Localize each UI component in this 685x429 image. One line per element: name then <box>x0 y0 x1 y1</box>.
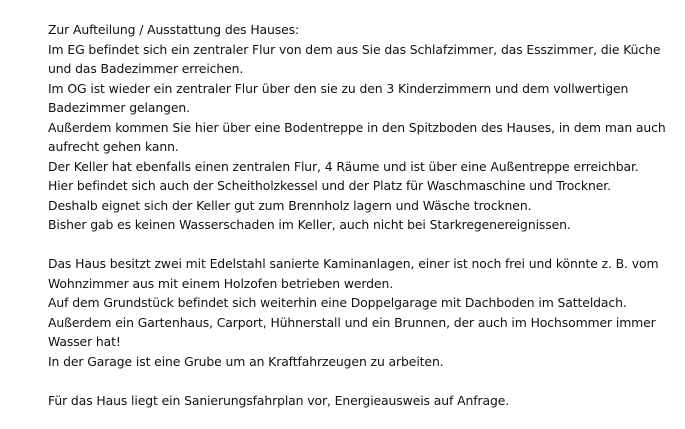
paragraph-features <box>48 254 678 371</box>
text-line: Bisher gab es keinen Wasserschaden im Keller, auch nicht bei Starkregenereignissen. <box>48 217 571 232</box>
text-line: Hier befindet sich auch der Scheitholzkessel und der Platz für Waschmaschine und Trockner. <box>48 178 611 193</box>
text-line: Im OG ist wieder ein zentraler Flur über den sie zu den 3 Kinderzimmern und dem vollwertigen <box>48 80 629 96</box>
text-line: Im EG befindet sich ein zentraler Flur von dem aus Sie das Schlafzimmer, das Esszimmer, die Küche <box>48 41 661 57</box>
text-line: Das Haus besitzt zwei mit Edelstahl sanierte Kaminanlagen, einer ist noch frei und könnte z. B. vom <box>48 256 659 271</box>
document-body <box>48 20 678 410</box>
paragraph-energy <box>48 391 678 411</box>
paragraph-spacer <box>48 371 678 391</box>
text-line: In der Garage ist eine Grube um an Kraftfahrzeugen zu arbeiten. <box>48 353 444 369</box>
text-line: Auf dem Grundstück befindet sich weiterhin eine Doppelgarage mit Dachboden im Satteldach. <box>48 295 627 310</box>
text-line: und das Badezimmer erreichen. <box>48 61 244 76</box>
text-line: Badezimmer gelangen. <box>48 100 190 115</box>
text-line: Deshalb eignet sich der Keller gut zum Brennholz lagern und Wäsche trocknen. <box>48 197 532 213</box>
text-line: Zur Aufteilung / Ausstattung des Hauses: <box>48 22 300 37</box>
text-line: Der Keller hat ebenfalls einen zentralen Flur, 4 Räume und ist über eine Außentreppe erreichbar. <box>48 158 639 174</box>
text-line: Wasser hat! <box>48 334 121 349</box>
paragraph-spacer <box>48 235 678 255</box>
text-line: Wohnzimmer aus mit einem Holzofen betrieben werden. <box>48 275 394 291</box>
text-line: aufrecht gehen kann. <box>48 139 179 154</box>
text-line: Außerdem kommen Sie hier über eine Bodentreppe in den Spitzboden des Hauses, in dem man auch <box>48 119 666 135</box>
paragraph-layout <box>48 20 678 235</box>
text-line: Außerdem ein Gartenhaus, Carport, Hühnerstall und ein Brunnen, der auch im Hochsommer immer <box>48 314 656 330</box>
text-line: Für das Haus liegt ein Sanierungsfahrplan vor, Energieausweis auf Anfrage. <box>48 392 510 408</box>
